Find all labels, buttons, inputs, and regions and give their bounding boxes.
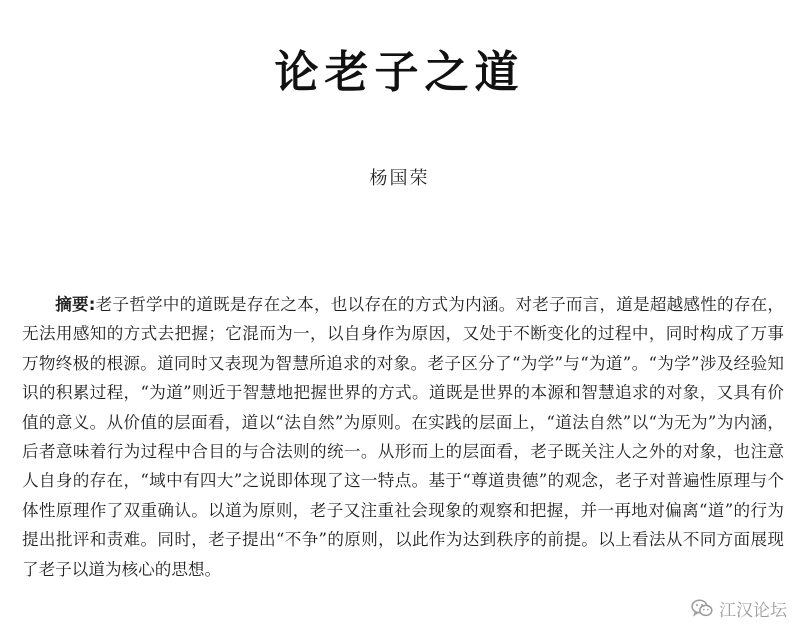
- wechat-icon: [691, 599, 713, 618]
- abstract-paragraph: [22, 290, 784, 584]
- abstract-label: [55, 295, 95, 314]
- abstract-label-text: 摘要: [55, 295, 89, 314]
- abstract-label-sep: :: [88, 295, 96, 314]
- page-title: 论老子之道: [274, 47, 525, 98]
- watermark: [691, 596, 787, 621]
- watermark-text: 江汉论坛: [719, 601, 787, 621]
- author-name: 杨国荣: [369, 168, 430, 189]
- abstract-body: 老子哲学中的道既是存在之本，也以存在的方式为内涵。对老子而言，道是超越感性的存在，无法用感知的方式去把握；它混而为一，以自身作为原因，又处于不断变化的过程中，同时构成了万事万物终极的根源。道同时又表现为智慧所追求的对象。老子区分了“为学”与“为道”。“为学”涉及经验知识的积累过程，“为道”则近于智慧地把握世界的方式。道既是世界的本源和智慧追求的对象，又具有价值的意义。从价值的层面看，道以“法自然”为原则。在实践的层面上，“道法自然”以“为无为”为内涵，后者意味着行为过程中合目的与合法则的统一。从形而上的层面看，老子既关注人之外的对象，也注意人自身的存在，“域中有四大”之说即体现了这一特点。基于“尊道贵德”的观念，老子对普遍性原理与个体性原理作了双重确认。以道为原则，老子又注重社会现象的观察和把握，并一再地对偏离“道”的行为提出批评和责难。同时，老子提出“不争”的原则，以此作为达到秩序的前提。以上看法从不同方面展现了老子以道为核心的思想。: [22, 295, 785, 579]
